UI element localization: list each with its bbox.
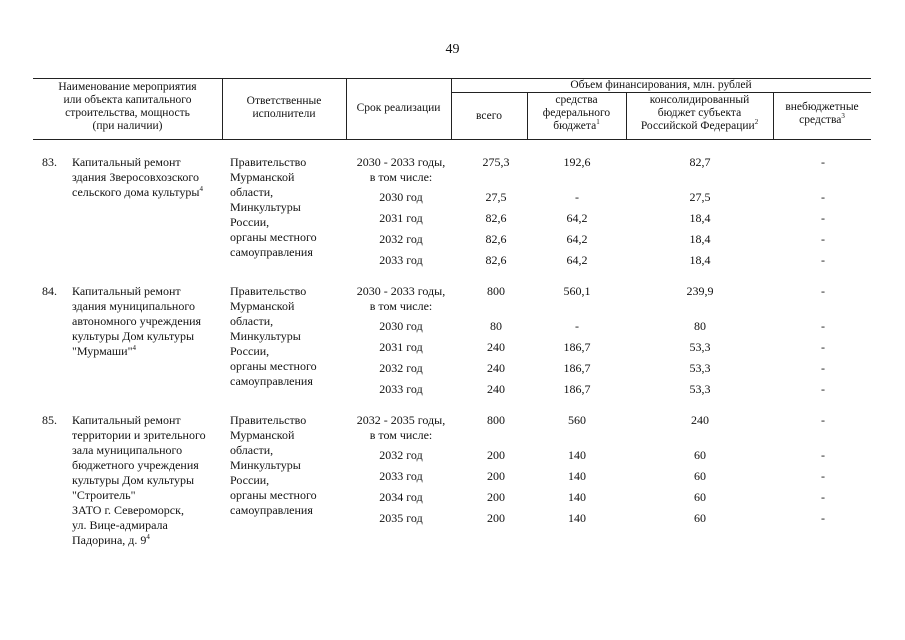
year-federal: - bbox=[575, 190, 579, 204]
year-regional: 60 bbox=[694, 469, 706, 483]
year-extra: - bbox=[821, 490, 825, 504]
row-executors: Правительство Мурманской области, Минкультуры России, органы местного самоуправления bbox=[230, 413, 317, 517]
year-total: 200 bbox=[487, 511, 505, 525]
header-bottom-rule bbox=[33, 139, 871, 140]
year-total: 240 bbox=[487, 361, 505, 375]
year-extra: - bbox=[821, 448, 825, 462]
year-regional: 27,5 bbox=[689, 190, 711, 204]
row-object-name: Капитальный ремонт здания муниципального автономного учреждения культуры Дом культуры "Мурмаши"$^4$ bbox=[72, 284, 202, 358]
year-total: 80 bbox=[490, 319, 502, 333]
year-regional: 18,4 bbox=[689, 211, 711, 225]
row-executors: Правительство Мурманской области, Минкультуры России, органы местного самоуправления bbox=[230, 284, 317, 388]
year-extra: - bbox=[821, 319, 825, 333]
row-regional: 239,9 bbox=[686, 284, 714, 298]
year-regional: 60 bbox=[694, 448, 706, 462]
year-federal: 140 bbox=[568, 511, 586, 525]
row-total: 275,3 bbox=[482, 155, 510, 169]
row-executors: Правительство Мурманской области, Минкультуры России, органы местного самоуправления bbox=[230, 155, 317, 259]
year-regional: 80 bbox=[694, 319, 706, 333]
year-total: 82,6 bbox=[485, 211, 507, 225]
year-federal: 64,2 bbox=[566, 232, 588, 246]
year-federal: 186,7 bbox=[563, 382, 591, 396]
year-label: 2033 год bbox=[379, 469, 423, 483]
year-regional: 18,4 bbox=[689, 253, 711, 267]
row-federal: 192,6 bbox=[563, 155, 591, 169]
year-federal: 186,7 bbox=[563, 340, 591, 354]
year-label: 2032 год bbox=[379, 361, 423, 375]
year-federal: 186,7 bbox=[563, 361, 591, 375]
header-extra: внебюджетные средства$^3$ bbox=[785, 101, 859, 126]
page-number: 49 bbox=[445, 42, 460, 57]
header-funding-title: Объем финансирования, млн. рублей bbox=[570, 79, 752, 91]
row-extra: - bbox=[821, 284, 825, 298]
year-label: 2034 год bbox=[379, 490, 423, 504]
row-total: 800 bbox=[487, 413, 505, 427]
year-total: 240 bbox=[487, 340, 505, 354]
year-extra: - bbox=[821, 190, 825, 204]
year-extra: - bbox=[821, 211, 825, 225]
row-period: 2030 - 2033 годы, в том числе: bbox=[356, 155, 446, 184]
row-federal: 560 bbox=[568, 413, 586, 427]
row-object-name: Капитальный ремонт территории и зрительного зала муниципального бюджетного учреждения культуры Дом культуры "Строитель" ЗАТО г. Североморск, ул. Вице-адмирала Падорина, д. $9^4$ bbox=[72, 413, 206, 547]
year-label: 2032 год bbox=[379, 232, 423, 246]
year-total: 200 bbox=[487, 469, 505, 483]
row-number: 84. bbox=[42, 284, 57, 298]
row-extra: - bbox=[821, 413, 825, 427]
year-extra: - bbox=[821, 232, 825, 246]
header-period: Срок реализации bbox=[356, 102, 441, 114]
year-extra: - bbox=[821, 253, 825, 267]
year-label: 2033 год bbox=[379, 253, 423, 267]
year-regional: 53,3 bbox=[689, 361, 711, 375]
year-federal: 64,2 bbox=[566, 211, 588, 225]
year-total: 27,5 bbox=[485, 190, 507, 204]
year-label: 2035 год bbox=[379, 511, 423, 525]
year-total: 240 bbox=[487, 382, 505, 396]
year-extra: - bbox=[821, 469, 825, 483]
year-regional: 18,4 bbox=[689, 232, 711, 246]
year-total: 82,6 bbox=[485, 232, 507, 246]
year-extra: - bbox=[821, 511, 825, 525]
header-name: Наименование мероприятия или объекта капитального строительства, мощность (при наличии) bbox=[58, 81, 197, 132]
year-label: 2033 год bbox=[379, 382, 423, 396]
year-total: 82,6 bbox=[485, 253, 507, 267]
year-federal: 140 bbox=[568, 490, 586, 504]
row-object-name: Капитальный ремонт здания Зверосовхозского сельского дома культуры$^4$ bbox=[72, 155, 203, 199]
year-regional: 60 bbox=[694, 490, 706, 504]
year-label: 2032 год bbox=[379, 448, 423, 462]
row-period: 2032 - 2035 годы, в том числе: bbox=[356, 413, 446, 442]
year-federal: - bbox=[575, 319, 579, 333]
year-extra: - bbox=[821, 382, 825, 396]
row-period: 2030 - 2033 годы, в том числе: bbox=[356, 284, 446, 313]
row-number: 85. bbox=[42, 413, 57, 427]
year-federal: 140 bbox=[568, 469, 586, 483]
row-total: 800 bbox=[487, 284, 505, 298]
year-label: 2030 год bbox=[379, 319, 423, 333]
year-label: 2031 год bbox=[379, 340, 423, 354]
row-federal: 560,1 bbox=[563, 284, 591, 298]
header-total: всего bbox=[476, 110, 502, 122]
year-total: 200 bbox=[487, 448, 505, 462]
year-total: 200 bbox=[487, 490, 505, 504]
year-extra: - bbox=[821, 340, 825, 354]
row-regional: 82,7 bbox=[689, 155, 711, 169]
year-extra: - bbox=[821, 361, 825, 375]
row-number: 83. bbox=[42, 155, 57, 169]
year-regional: 53,3 bbox=[689, 382, 711, 396]
year-regional: 53,3 bbox=[689, 340, 711, 354]
year-federal: 64,2 bbox=[566, 253, 588, 267]
year-label: 2031 год bbox=[379, 211, 423, 225]
year-regional: 60 bbox=[694, 511, 706, 525]
year-label: 2030 год bbox=[379, 190, 423, 204]
header-regional: консолидированный бюджет субъекта Российской Федерации$^2$ bbox=[640, 94, 759, 132]
row-regional: 240 bbox=[691, 413, 709, 427]
funding-subheader-rule bbox=[451, 92, 871, 93]
header-executors: Ответственные исполнители bbox=[246, 95, 322, 120]
year-federal: 140 bbox=[568, 448, 586, 462]
row-extra: - bbox=[821, 155, 825, 169]
header-federal: средства федерального бюджета$^1$ bbox=[542, 94, 611, 132]
